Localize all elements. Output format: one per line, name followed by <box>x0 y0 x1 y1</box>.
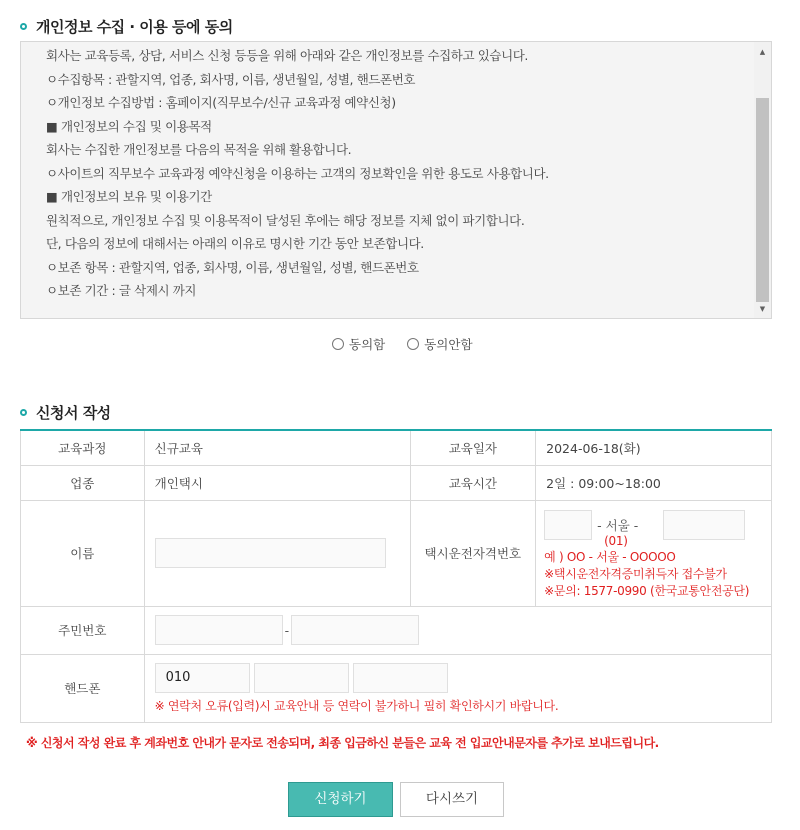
privacy-line: 단, 다음의 정보에 대해서는 아래의 이유로 명시한 기간 동안 보존합니다. <box>46 236 424 251</box>
phone-row <box>21 654 772 722</box>
scroll-up-arrow-icon[interactable]: ▲ <box>759 48 766 56</box>
rrn-front-input[interactable] <box>155 615 283 645</box>
privacy-title-text: 개인정보 수집 · 이용 등에 동의 <box>36 18 233 36</box>
time-label: 교육시간 <box>410 465 536 500</box>
rrn-row <box>21 606 772 654</box>
disagree-label[interactable]: 동의안함 <box>424 337 473 352</box>
name-input[interactable] <box>155 538 386 568</box>
scroll-down-arrow-icon[interactable]: ▼ <box>759 305 766 313</box>
industry-row <box>21 465 772 500</box>
license-number-input[interactable] <box>663 510 745 540</box>
license-example: 예 ) OO - 서울 - OOOOO <box>544 549 676 564</box>
course-value: 신규교육 <box>144 430 410 465</box>
privacy-line: ㅇ보존 항목 : 관할지역, 업종, 회사명, 이름, 생년월일, 성별, 핸드폰번호 <box>46 259 419 275</box>
privacy-line: 회사는 수집한 개인정보를 다음의 목적을 위해 활용합니다. <box>46 142 352 157</box>
radio-circle-icon[interactable] <box>407 338 419 350</box>
account-notice: ※ 신청서 작성 완료 후 계좌번호 안내가 문자로 전송되며, 최종 입금하신 분들은 교육 전 입교안내문자를 추가로 보내드립니다. <box>26 736 659 750</box>
privacy-line: ■ 개인정보의 수집 및 이용목적 <box>46 118 212 134</box>
phone-middle-input[interactable] <box>254 663 349 693</box>
scrollbar-thumb[interactable] <box>756 98 769 302</box>
phone-last-input[interactable] <box>353 663 448 693</box>
phone-prefix-input[interactable]: 010 <box>155 663 250 693</box>
rrn-label: 주민번호 <box>21 606 145 654</box>
phone-label: 핸드폰 <box>21 654 145 722</box>
license-note-unqualified: ※택시운전자격증미취득자 접수불가 <box>544 566 727 581</box>
name-label: 이름 <box>21 500 145 606</box>
phone-warning: ※ 연락처 오류(입력)시 교육안내 등 연락이 불가하니 필히 확인하시기 바랍니다. <box>154 698 559 713</box>
industry-label: 업종 <box>21 465 145 500</box>
privacy-line: 원칙적으로, 개인정보 수집 및 이용목적이 달성된 후에는 해당 정보를 지체 없이 파기합니다. <box>46 212 525 228</box>
license-prefix-input[interactable] <box>544 510 592 540</box>
privacy-line: ㅇ보존 기간 : 글 삭제시 까지 <box>46 283 197 298</box>
privacy-line: ㅇ수집항목 : 관할지역, 업종, 회사명, 이름, 생년월일, 성별, 핸드폰번호 <box>46 71 416 87</box>
submit-button[interactable]: 신청하기 <box>288 782 393 817</box>
rrn-separator: - <box>284 622 290 638</box>
date-label: 교육일자 <box>410 430 536 465</box>
form-title-text: 신청서 작성 <box>36 404 111 422</box>
privacy-line: ㅇ개인정보 수집방법 : 홈페이지(직무보수/신규 교육과정 예약신청) <box>46 95 396 110</box>
radio-circle-icon[interactable] <box>332 338 344 350</box>
bullet-circle-icon <box>20 23 27 30</box>
course-label: 교육과정 <box>21 430 145 465</box>
privacy-line: ㅇ사이트의 직무보수 교육과정 예약신청을 이용하는 고객의 정보확인을 위한 용도로 사용합니다. <box>46 165 549 181</box>
license-mid-text: - 서울 - <box>597 517 639 533</box>
privacy-terms-box[interactable] <box>20 41 772 319</box>
privacy-consent-radios <box>332 335 473 353</box>
rrn-back-input[interactable] <box>291 615 419 645</box>
license-code: (01) <box>604 533 628 548</box>
privacy-scrollbar[interactable] <box>754 42 771 318</box>
agree-radio[interactable] <box>332 335 385 353</box>
form-section-title <box>20 402 111 423</box>
reset-button[interactable]: 다시쓰기 <box>400 782 504 817</box>
agree-label[interactable]: 동의함 <box>349 337 386 352</box>
privacy-line: 회사는 교육등록, 상담, 서비스 신청 등등을 위해 아래와 같은 개인정보를 수집하고 있습니다. <box>46 48 529 63</box>
time-value: 2일 : 09:00~18:00 <box>536 465 772 500</box>
date-value: 2024-06-18(화) <box>536 430 772 465</box>
course-row <box>21 430 772 465</box>
application-form-table <box>20 429 772 723</box>
privacy-line: ■ 개인정보의 보유 및 이용기간 <box>46 189 212 204</box>
disagree-radio[interactable] <box>407 335 472 353</box>
bullet-circle-icon <box>20 409 27 416</box>
privacy-terms-text <box>46 44 751 303</box>
privacy-section-title <box>20 16 233 37</box>
license-note-inquiry: ※문의: 1577-0990 (한국교통안전공단) <box>544 583 750 598</box>
name-license-row <box>21 500 772 606</box>
license-label: 택시운전자격번호 <box>410 500 536 606</box>
industry-value: 개인택시 <box>144 465 410 500</box>
